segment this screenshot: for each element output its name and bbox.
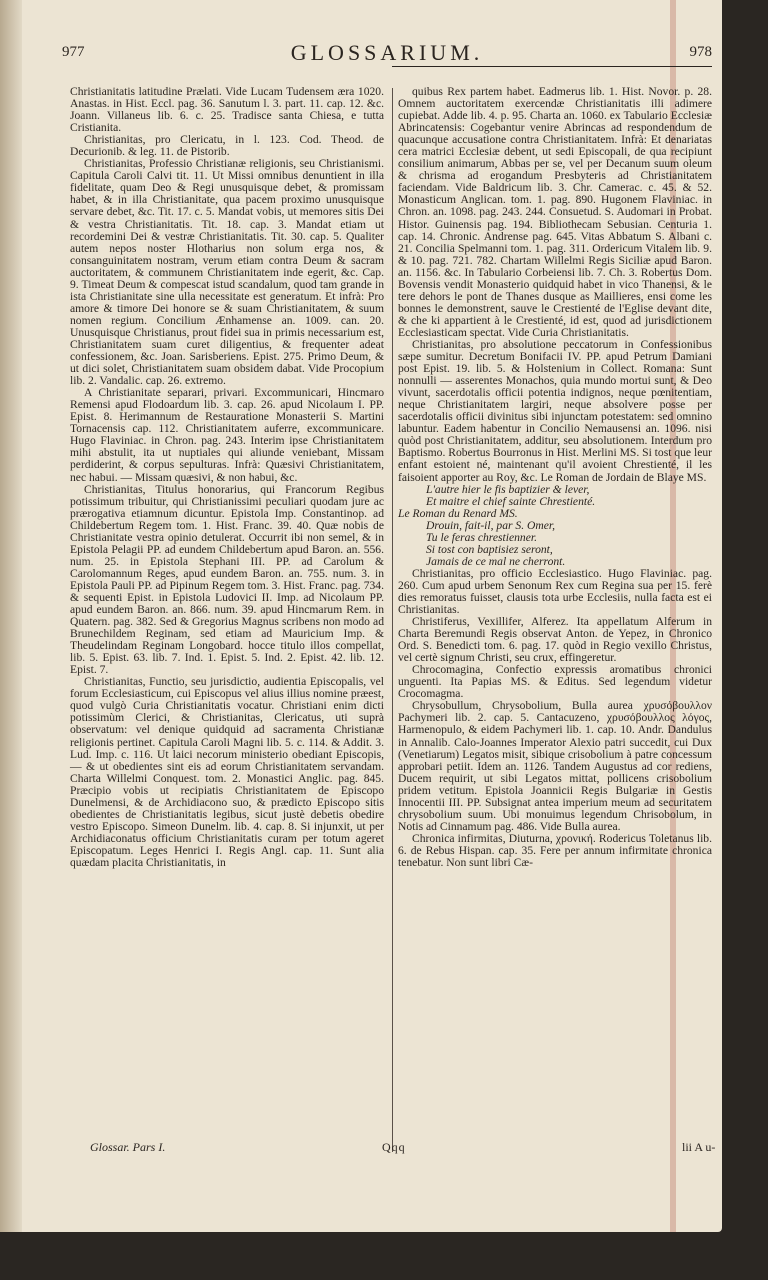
catchword: lii A u- — [682, 1140, 716, 1154]
entry-paragraph: Christianitas, pro absolutione peccatorum in Confessionibus sæpe sumitur. Decretum Bonifacii IV. PP. apud Petrum Damiani post Epist. 19. lib. 5. & Holstenium in Collect. Romana: Sunt nonnulli — asserentes Monachos, quia mundo mortui sunt, & Deo vivunt, sacerdotalis officii potentia indignos, neque pœnitentiam, neque Christianitatem largiri, neque absolvere posse per sacerdotalis officii divinitus sibi injunctam potestatem: sed omnino labuntur. Eadem habentur in Concilio Nemausensi an. 1096. nisi quòd post Christianitatem, additur, seu absolutionem. Interdum pro Baptismo. Robertus Bourronus in Hist. Merlini MS. Si tost que leur enfant estoient né, maintenant qu'il avoient Chrestienté, il les faisoient apporter au Roy, &c. Le Roman de Jordain de Blaye MS. — [398, 337, 712, 484]
entry-paragraph: Christianitas, Titulus honorarius, qui Francorum Regibus potissimum tribuitur, qui Christianissimi peculiari quodam jure ac prærogativa etiamnum dicuntur. Epistola Imp. Constantinop. ad Childebertum Regem tom. 1. Hist. Franc. 39. 40. Quæ nobis de Christianitate vestra opinio detulerat. Occurrit ibi non semel, & in Epistola Pelagii PP. ad eundem Childebertum apud Baron. an. 556. num. 25. in Epistola Stephani III. PP. ad Carolum & Carolomannum Reges, apud eundem Baron. an. 755. num. 3. in Epistola Pauli PP. ad Pipinum Regem tom. 3. Hist. Franc. pag. 734. & sequenti Epist. in Epistola Ludovici II. Imp. ad Nicolaum PP. apud eundem Baron. an. 866. num. 39. apud Hincmarum Rem. in Quatern. pag. 382. Sed & Gregorius Magnus scribens non modo ad Brunechildem Reginam, sed etiam ad Mauricium Imp. & Theudelindam Reginam Longobard. hocce titulo illos compellat, lib. 5. Epist. 63. lib. 7. Ind. 1. Epist. 5. Ind. 2. Epist. 42. lib. 12. Epist. 7. — [70, 482, 384, 677]
entry-paragraph: Si tost con baptisiez seront, — [426, 542, 553, 556]
running-header — [62, 40, 712, 70]
entry-paragraph: Chrysobullum, Chrysobolium, Bulla aurea χρυσόβουλλον Pachymeri lib. 2. cap. 5. Cantacuzeno, χρυσόβουλλος λόγος, Harmenopulo, & eidem Pachymeri lib. 1. cap. 10. Andr. Dandulus in Annalib. Calo-Joannes Imperator Alexio patri succedit, cui Dux (Venetiarum) Legatos misit, sibique crisobolium à patre concessum approbari petiit. Idem an. 1126. Tandem Augustus ad cor rediens, Ducem requirit, ut sibi Legatos mittat, pollicens crisobolium pridem vetitum. Epistola Joannicii Regis Bulgariæ in Gestis Innocentii III. PP. Subsignat antea imperium meum ad securitatem chrysobolium suum. Ubi monuimus legendum Chrisobolum, in Notis ad Cinnamum pag. 486. Vide Bulla aurea. — [398, 699, 712, 833]
entry-paragraph: Jamais de ce mal ne cherront. — [426, 554, 566, 568]
signature-mark: Qqq — [382, 1140, 406, 1154]
entry-paragraph: Christianitas, pro officio Ecclesiastico. Hugo Flaviniac. pag. 260. Cum apud urbem Senonum Rex cum Regina sua per 15. ferè dies remoratus fuisset, clausis tota urbe Ecclesiis, nulla facta est ei Christianitas. — [398, 566, 712, 617]
right-page-number: 978 — [689, 44, 712, 60]
entry-paragraph: Le Roman du Renard MS. — [398, 506, 518, 520]
entry-paragraph: Christianitas, Functio, seu jurisdictio, audientia Episcopalis, vel forum Ecclesiasticum, cui Episcopus vel alius illius nomine præest, quod vulgò Curia Christianitatis vocatur. Christiani enim dicti potissimùm Clerici, & Christianitas, Clericatus, uti suprà observatum: vel denique quidquid ad sacramenta Christianæ religionis pertinet. Capitula Caroli Magni lib. 5. c. 114. & Addit. 3. Lud. Imp. c. 116. Ut laici necorum ministerio obediant Episcopis, — & ut obedientes sint eis ad eorum Christianitatem servandam. Charta Willelmi Conquest. tom. 2. Monastici Anglic. pag. 845. Præcipio vobis ut recipiatis Christianitatem de Episcopo Dunelmensi, & de Archidiacono suo, & prædicto Episcopo sitis obedientes de Christianitatis legibus, sicut justè debetis obedire vestro Episcopo. Simeon Dunelm. lib. 4. cap. 8. Si injunxit, ut per Archidiaconatus officium Christianitatis curam per totum ageret Episcopatum. Leges Henrici I. Regis Angl. cap. 11. Sunt alia quædam placita Christianitatis, in — [70, 675, 384, 869]
entry-paragraph: Et maitre el chief sainte Chrestienté. — [426, 494, 596, 508]
entry-paragraph: Christianitatis latitudine Prælati. Vide Lucam Tudensem æra 1020. Anastas. in Hist. Eccl. pag. 36. Sanutum l. 3. part. 11. cap. 12. &c. Joann. Villaneus lib. 6. c. 25. Tradisce santa Chiesa, e tutta Cristianita. — [70, 85, 384, 135]
right-column — [398, 86, 712, 869]
book-gutter — [0, 0, 22, 1232]
entry-paragraph: Christianitas, Professio Christianæ religionis, seu Christianismi. Capitula Caroli Calvi tit. 11. Ut Missi omnibus denuntient in illa fidelitate, quam Deo & Regi unusquisque debet, & promissam habet, & in illa Christianitate, qua pacem proximo unusquisque servare debet, &c. Tit. 17. c. 5. Mandat vobis, ut memores sitis Dei & vestra Christianitatis. Tit. 18. cap. 3. Mandat etiam ut recordemini Dei & vestræ Christianitatis. Tit. 30. cap. 5. Qualiter autem nepos noster Hlotharius non solum erga nos, & consanguinitatem nostram, verum etiam contra Deum & sacram auctoritatem, & communem Christianitatem inde egerit, &c. Cap. 9. Timeat Deum & compescat istud scandalum, quod tam grande in ista Christianitate sine ulla necessitate est generatum. Et infrà: Pro amore & timore Dei honore se & suam Christianitatem, & suum nomen regium. Concilium Ænhamense an. 1009. can. 20. Unusquisque Christianus, prout fidei sua in primis necessarium est, Christianitatem suam curet diligentius, & frequenter adeat confessionem, &c. Joan. Sarisberiens. Epist. 275. Primo Deum, & ut dici solet, Christianitatem suam obsidem dabat. Vide Procopium lib. 2. Vandalic. cap. 26. extremo. — [70, 157, 384, 388]
entry-paragraph: Christiferus, Vexillifer, Alferez. Ita appellatum Alferum in Charta Beremundi Regis observat Anton. de Yepez, in Chronico Ord. S. Benedicti tom. 6. pag. 17. quòd in Regio vexillo Christus, vel certè signum Christi, seu crux, effingeretur. — [398, 615, 712, 665]
left-column — [70, 86, 384, 869]
volume-footer: Glossar. Pars I. — [90, 1140, 166, 1154]
page-title: GLOSSARIUM. — [290, 40, 484, 65]
entry-paragraph: L'autre hier le fis baptizier & lever, — [426, 482, 590, 496]
column-divider — [392, 88, 393, 1152]
entry-paragraph: Drouin, fait-il, par S. Omer, — [426, 518, 556, 532]
entry-paragraph: Chronica infirmitas, Diuturna, χρονική. Rodericus Toletanus lib. 6. de Rebus Hispan. cap. 35. Fere per annum infirmitate chronica tenebatur. Non sunt libri Cæ- — [398, 831, 712, 869]
entry-paragraph: Chrocomagina, Confectio expressis aromatibus chronici unguenti. Ita Papias MS. & Editus. Sed legendum videtur Crocomagma. — [398, 663, 712, 701]
entry-paragraph: quibus Rex partem habet. Eadmerus lib. 1. Hist. Novor. p. 28. Omnem auctoritatem exercendæ Christianitatis illi adimere cupiebat. Adde lib. 4. p. 95. Charta an. 1060. ex Tabulario Ecclesiæ Abrincatensis: Cogebantur venire Abrincas ad respondendum de quacunque accusatione contra Christianitatem. Infrà: Et denariatas cera matrici Ecclesiæ debent, ut sedi Episcopali, de qua recipiunt consilium animarum, Abbas per se, vel per Decanum suum oleum & chrisma ad erogandum Presbyteris ad Christianitatem faciendam. Vide Baldricum lib. 3. Chr. Camerac. c. 45. & 52. Monasticum Anglican. tom. 1. pag. 890. Hugonem Flaviniac. in Chron. an. 1098. pag. 243. 244. Consuetud. S. Audomari in Probat. Histor. Guinensis pag. 194. Bibliothecam Sebusian. Centuria 1. cap. 14. Chronic. Andrense pag. 645. Vitas Abbatum S. Albani c. 21. Concilia Spelmanni tom. 1. pag. 311. Ordericum Vitalem lib. 9. & 10. pag. 721. 782. Chartam Willelmi Regis Siciliæ apud Baron. an. 1156. &c. In Tabulario Corbeiensi lib. 7. Ch. 3. Robertus Dom. Bovensis vendit Monasterio quidquid habet in vico Thanensi, & le tere dehors le pont de Thanes dusque as Maillieres, ensi come les bonnes le demonstrent, sauve le Crestienté de l'Eglise devant dite, & che ki appartient à le Crestienté, id est, quod ad jurisdictionem Ecclesiasticam spectat. Vide Curia Christianitatis. — [398, 85, 712, 339]
entry-paragraph: Christianitas, pro Clericatu, in l. 123. Cod. Theod. de Decurionib. & leg. 11. de Pistorib. — [70, 133, 384, 159]
left-page-number: 977 — [62, 44, 85, 60]
header-rule — [392, 66, 712, 67]
entry-paragraph: Tu le feras chrestienner. — [426, 530, 537, 544]
entry-paragraph: A Christianitate separari, privari. Excommunicari, Hincmaro Remensi apud Flodoardum lib. 3. cap. 26. apud Nicolaum I. PP. Epist. 8. Herimannum de Restauratione Monasterii S. Martini Tornacensis cap. 112. Christianitatem auferre, excommunicare. Hugo Flaviniac. in Chron. pag. 243. Interim ipse Christianitatem mihi abstulit, ita ut nuptiales qui aliunde veniebant, Missam perdiderint, & corpus sepulturas. Infrà: Quæsivi Christianitatem, nec habui. — Missam quæsivi, & non habui, &c. — [70, 386, 384, 484]
